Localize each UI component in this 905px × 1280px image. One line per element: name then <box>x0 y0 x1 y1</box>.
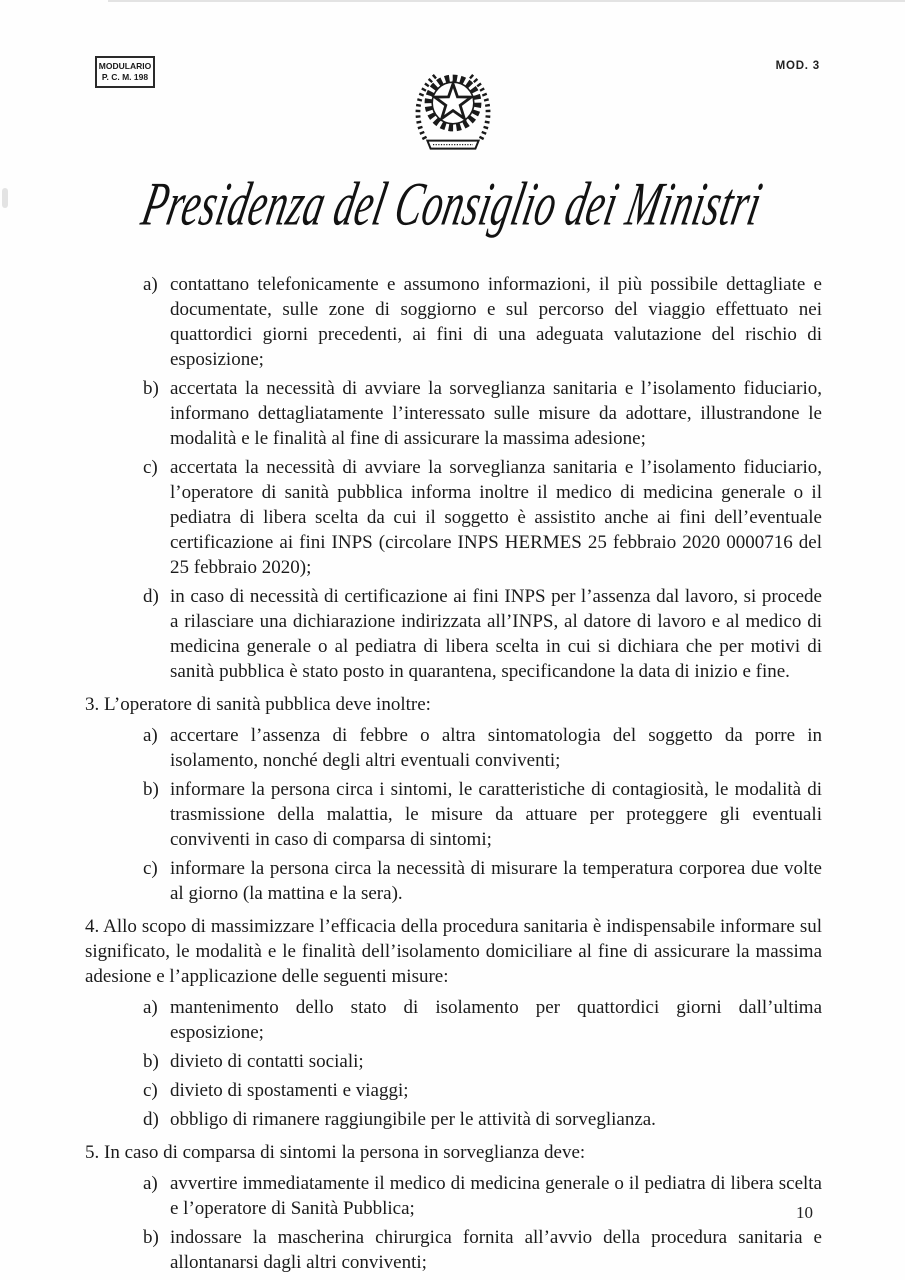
list-item <box>143 1225 822 1275</box>
list-item-text: indossare la mascherina chirurgica fornita all’avvio della procedura sanitaria e allontanarsi dagli altri conviventi; <box>170 1227 822 1273</box>
list-item <box>143 584 822 684</box>
list-item <box>143 995 822 1045</box>
list-item-label: b) <box>143 1051 159 1072</box>
modulario-stamp-box <box>95 56 155 88</box>
list-item <box>143 856 822 906</box>
list-item-label: a) <box>143 997 158 1018</box>
list-item-text: mantenimento dello stato di isolamento per quattordici giorni dall’ultima esposizione; <box>170 997 822 1043</box>
list-section-2 <box>143 272 822 684</box>
list-item-label: b) <box>143 1227 159 1248</box>
list-item-text: accertata la necessità di avviare la sorveglianza sanitaria e l’isolamento fiduciario, informano dettagliatamente l’interessato sulle misure da adottare, illustrandone le modalità e le finalità al fine di assicurare la massima adesione; <box>170 378 822 449</box>
list-item <box>143 1171 822 1221</box>
list-section-3 <box>143 723 822 906</box>
list-item-text: contattano telefonicamente e assumono informazioni, il più possibile dettagliate e documentate, sulle zone di soggiorno e sul percorso del viaggio effettuato nei quattordici giorni precedenti, ai fini di una adeguata valutazione del rischio di esposizione; <box>170 274 822 370</box>
list-item-label: a) <box>143 1173 158 1194</box>
page-number: 10 <box>796 1203 813 1222</box>
scan-edge-artifact <box>108 0 905 2</box>
list-item <box>143 1078 822 1103</box>
stamp-line2: P. C. M. 198 <box>101 72 149 82</box>
list-item-label: a) <box>143 725 158 746</box>
document-body <box>85 272 822 1279</box>
list-item <box>143 1049 822 1074</box>
list-item-label: a) <box>143 274 158 295</box>
list-item <box>143 272 822 372</box>
list-item <box>143 455 822 580</box>
list-item <box>143 376 822 451</box>
list-item-text: obbligo di rimanere raggiungibile per le attività di sorveglianza. <box>170 1109 656 1130</box>
list-section-5 <box>143 1171 822 1275</box>
list-item-text: divieto di contatti sociali; <box>170 1051 364 1072</box>
list-section-4 <box>143 995 822 1132</box>
list-item-text: in caso di necessità di certificazione ai fini INPS per l’assenza dal lavoro, si procede a rilasciare una dichiarazione indirizzata all’INPS, al datore di lavoro e al medico di medicina generale o al pediatra di libera scelta in cui si dichiara che per motivi di sanità pubblica è stato posto in quarantena, specificandone la data di inizio e fine. <box>170 586 822 682</box>
list-item-label: b) <box>143 779 159 800</box>
paragraph-4: 4. Allo scopo di massimizzare l’efficacia della procedura sanitaria è indispensabile informare sul significato, le modalità e le finalità dell’isolamento domiciliare al fine di assicurare la massima adesione e l’applicazione delle seguenti misure: <box>85 916 822 987</box>
list-item-label: c) <box>143 1080 158 1101</box>
list-item-text: informare la persona circa la necessità di misurare la temperatura corporea due volte al giorno (la mattina e la sera). <box>170 858 822 904</box>
list-item <box>143 777 822 852</box>
paragraph-5: 5. In caso di comparsa di sintomi la persona in sorveglianza deve: <box>85 1142 586 1163</box>
list-item-label: d) <box>143 1109 159 1130</box>
paragraph-3: 3. L’operatore di sanità pubblica deve inoltre: <box>85 694 431 715</box>
stamp-line1: MODULARIO <box>98 61 152 72</box>
list-item-text: informare la persona circa i sintomi, le caratteristiche di contagiosità, le modalità di trasmissione della malattia, le misure da attuare per proteggere gli eventuali conviventi in caso di comparsa di sintomi; <box>170 779 822 850</box>
list-item <box>143 1107 822 1132</box>
list-item-text: accertare l’assenza di febbre o altra sintomatologia del soggetto da porre in isolamento, nonché degli altri eventuali conviventi; <box>170 725 822 771</box>
list-item-label: c) <box>143 457 158 478</box>
mod-3-label: MOD. 3 <box>775 60 820 72</box>
list-item-label: c) <box>143 858 158 879</box>
list-item-text: accertata la necessità di avviare la sorveglianza sanitaria e l’isolamento fiduciario, l’operatore di sanità pubblica informa inoltre il medico di medicina generale o il pediatra di libera scelta da cui il soggetto è assistito anche ai fini dell’eventuale certificazione ai fini INPS (circolare INPS HERMES 25 febbraio 2020 0000716 del 25 febbraio 2020); <box>170 457 822 578</box>
list-item-label: d) <box>143 586 159 607</box>
list-item-label: b) <box>143 378 159 399</box>
letterhead-script-title: Presidenza del Consiglio dei Ministri <box>136 168 769 238</box>
list-item-text: divieto di spostamenti e viaggi; <box>170 1080 409 1101</box>
list-item <box>143 723 822 773</box>
list-item-text: avvertire immediatamente il medico di medicina generale o il pediatra di libera scelta e l’operatore di Sanità Pubblica; <box>170 1173 822 1219</box>
